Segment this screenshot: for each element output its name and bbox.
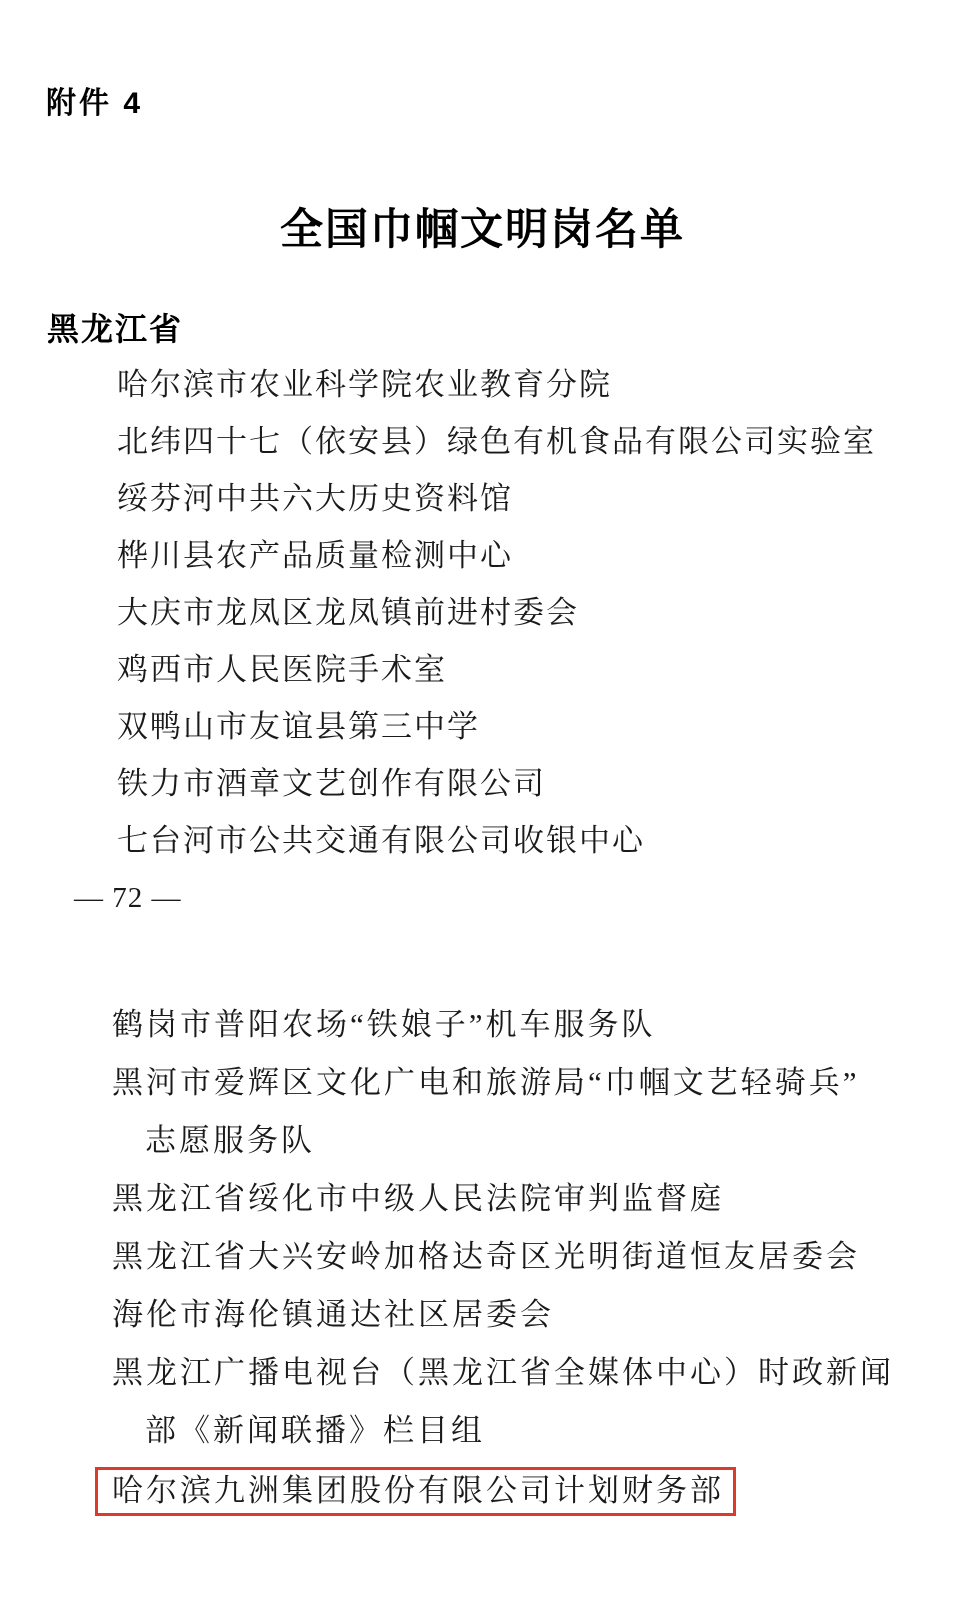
red-highlight-box: 哈尔滨九洲集团股份有限公司计划财务部 — [95, 1467, 736, 1516]
list-item: 鸡西市人民医院手术室 — [117, 652, 447, 687]
section-heading-province: 黑龙江省 — [47, 311, 184, 347]
list-item: 绥芬河中共六大历史资料馆 — [117, 481, 513, 516]
list-item: 哈尔滨市农业科学院农业教育分院 — [117, 367, 612, 402]
list-item: 桦川县农产品质量检测中心 — [117, 538, 513, 573]
page-number: — 72 — — [74, 882, 182, 914]
list-item: 铁力市酒章文艺创作有限公司 — [117, 766, 546, 801]
list-item: 七台河市公共交通有限公司收银中心 — [117, 823, 645, 858]
list-item: 黑河市爱辉区文化广电和旅游局“巾帼文艺轻骑兵” — [112, 1065, 860, 1100]
list-item: 黑龙江广播电视台（黑龙江省全媒体中心）时政新闻 — [112, 1355, 894, 1390]
document-title: 全国巾帼文明岗名单 — [280, 207, 685, 254]
list-item: 海伦市海伦镇通达社区居委会 — [112, 1297, 554, 1332]
list-page1 — [117, 356, 876, 869]
list-item: 北纬四十七（依安县）绿色有机食品有限公司实验室 — [117, 424, 876, 459]
list-item: 黑龙江省大兴安岭加格达奇区光明街道恒友居委会 — [112, 1239, 860, 1274]
list-item: 双鸭山市友谊县第三中学 — [117, 709, 480, 744]
list-item: 鹤岗市普阳农场“铁娘子”机车服务队 — [112, 1007, 656, 1042]
highlighted-list-item — [112, 1462, 894, 1520]
list-item: 黑龙江省绥化市中级人民法院审判监督庭 — [112, 1181, 724, 1216]
attachment-label: 附件 4 — [46, 87, 144, 120]
list-page2 — [112, 996, 894, 1520]
list-item-continuation: 志愿服务队 — [145, 1123, 315, 1158]
list-item-continuation: 部《新闻联播》栏目组 — [145, 1413, 485, 1448]
list-item: 大庆市龙凤区龙凤镇前进村委会 — [117, 595, 579, 630]
